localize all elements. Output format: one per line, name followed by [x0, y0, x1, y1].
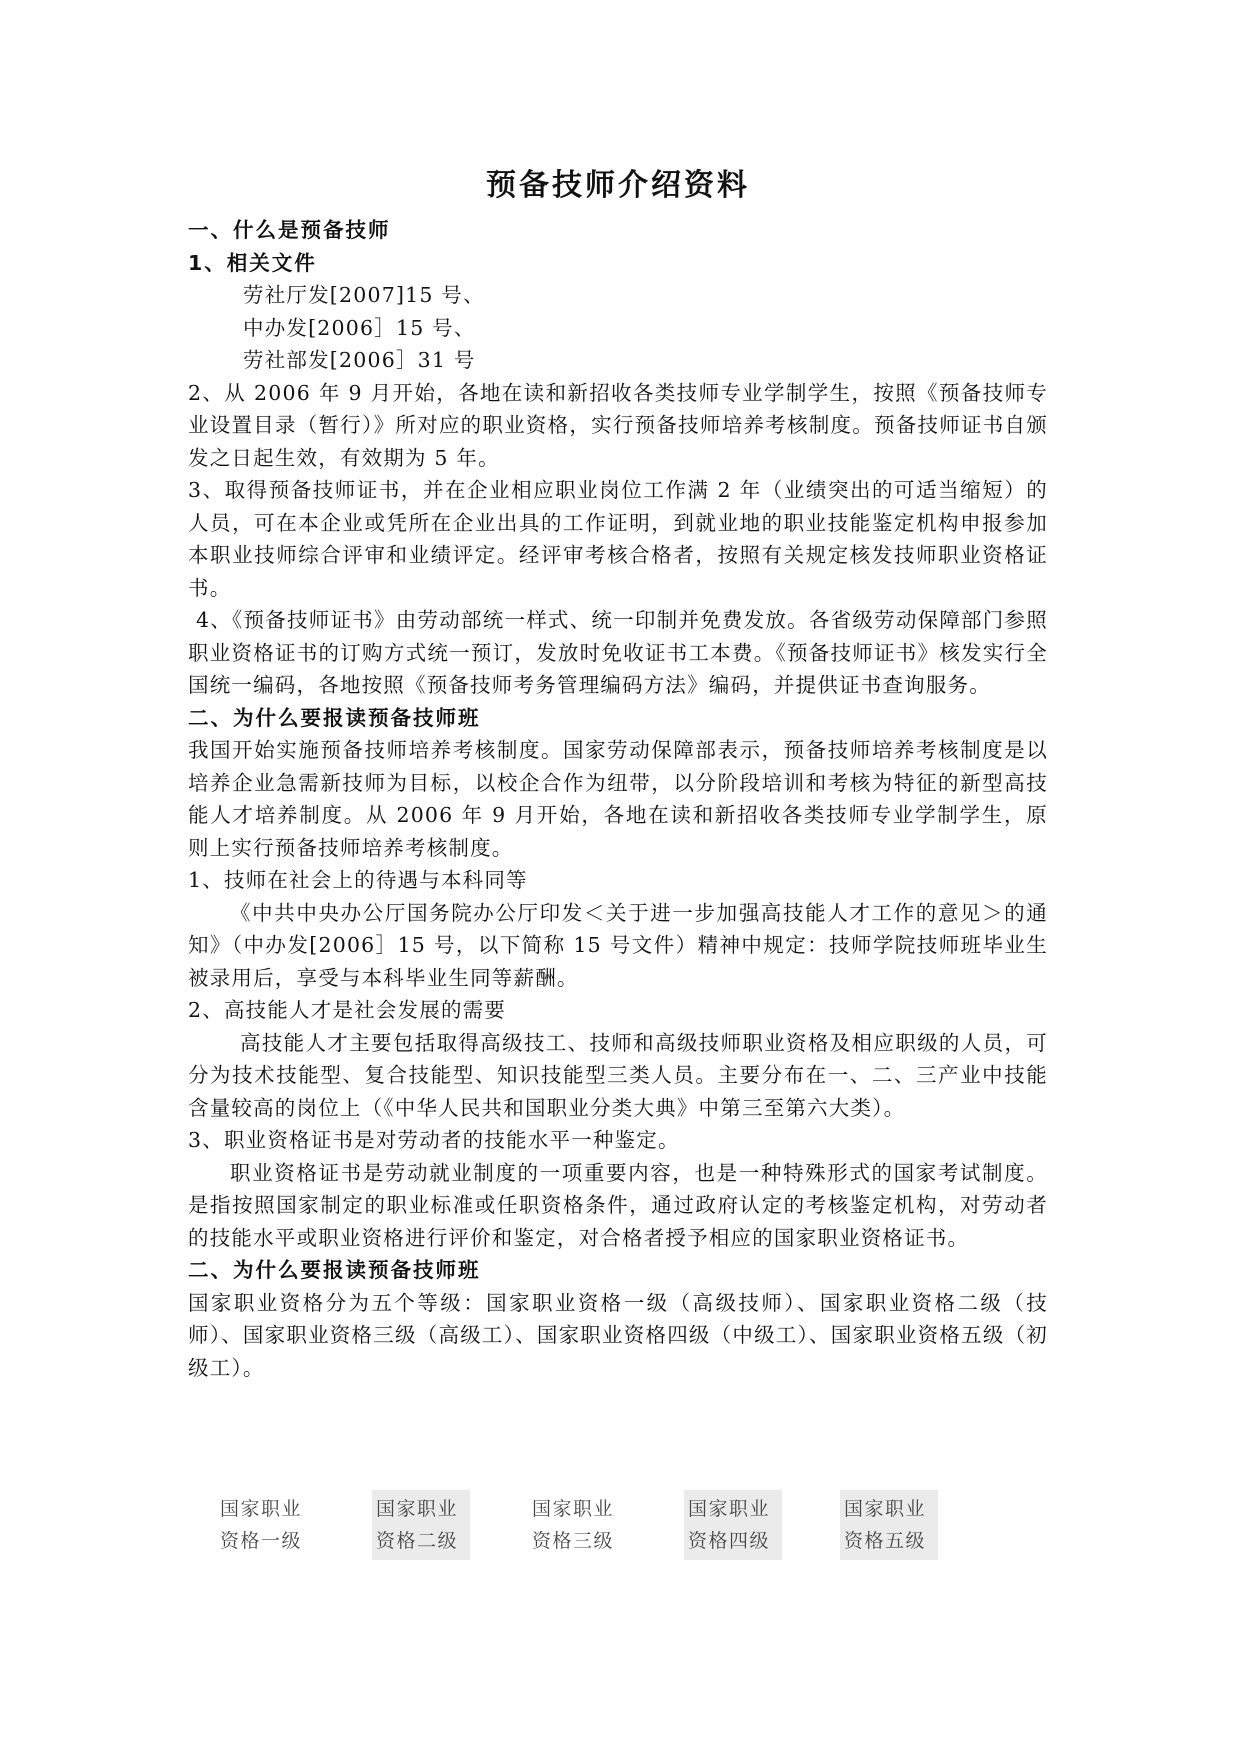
document-ref: 劳社部发[2006］31 号 — [243, 348, 476, 372]
level-box: 国家职业 资格三级 — [532, 1498, 615, 1552]
level-box: 国家职业 资格一级 — [220, 1498, 303, 1552]
paragraph: 高技能人才主要包括取得高级技工、技师和高级技师职业资格及相应职级的人员，可分为技术技能型、复合技能型、知识技能型三类人员。主要分布在一、二、三产业中技能含量较高的岗位上（《中华人民共和国职业分类大典》中第三至第六大类）。 — [188, 1030, 1048, 1120]
paragraph: 国家职业资格分为五个等级：国家职业资格一级（高级技师）、国家职业资格二级（技师）、国家职业资格三级（高级工）、国家职业资格四级（中级工）、国家职业资格五级（初级工）。 — [188, 1290, 1048, 1380]
level-box: 国家职业 资格四级 — [684, 1490, 782, 1560]
section-heading: 二、为什么要报读预备技师班 — [188, 1258, 481, 1282]
paragraph: 我国开始实施预备技师培养考核制度。国家劳动保障部表示，预备技师培养考核制度是以培养企业急需新技师为目标，以校企合作为纽带，以分阶段培训和考核为特征的新型高技能人才培养制度。从 2006 年 9 月开始，各地在读和新招收各类技师专业学制学生，原则上实行预备技师培养考核制度。 — [188, 738, 1048, 860]
subsection-heading: 2、高技能人才是社会发展的需要 — [188, 998, 507, 1022]
document-ref: 中办发[2006］15 号、 — [243, 315, 476, 340]
qualification-levels — [188, 1490, 1048, 1560]
subsection-heading: 1、相关文件 — [188, 250, 317, 275]
section-heading: 二、为什么要报读预备技师班 — [188, 705, 481, 730]
level-box: 国家职业 资格二级 — [372, 1490, 470, 1560]
document-body — [188, 214, 1048, 1384]
level-box: 国家职业 资格五级 — [840, 1490, 938, 1560]
page-title: 预备技师介绍资料 — [486, 168, 750, 203]
paragraph: 4、《预备技师证书》由劳动部统一样式、统一印制并免费发放。各省级劳动保障部门参照职业资格证书的订购方式统一预订，发放时免收证书工本费。《预备技师证书》核发实行全国统一编码，各地按照《预备技师考务管理编码方法》编码，并提供证书查询服务。 — [188, 608, 1048, 697]
section-heading: 一、什么是预备技师 — [188, 218, 391, 242]
paragraph: 2、从 2006 年 9 月开始，各地在读和新招收各类技师专业学制学生，按照《预备技师专业设置目录（暂行）》所对应的职业资格，实行预备技师培养考核制度。预备技师证书自颁发之日起生效，有效期为 5 年。 — [188, 380, 1048, 470]
subsection-heading: 3、职业资格证书是对劳动者的技能水平一种鉴定。 — [188, 1128, 680, 1152]
paragraph: 职业资格证书是劳动就业制度的一项重要内容，也是一种特殊形式的国家考试制度。是指按照国家制定的职业标准或任职资格条件，通过政府认定的考核鉴定机构，对劳动者的技能水平或职业资格进行评价和鉴定，对合格者授予相应的国家职业资格证书。 — [188, 1160, 1048, 1250]
document-ref: 劳社厅发[2007]15 号、 — [243, 283, 485, 307]
paragraph: 3、取得预备技师证书，并在企业相应职业岗位工作满 2 年（业绩突出的可适当缩短）的人员，可在本企业或凭所在企业出具的工作证明，到就业地的职业技能鉴定机构申报参加本职业技师综合评审和业绩评定。经评审考核合格者，按照有关规定核发技师职业资格证书。 — [188, 478, 1048, 600]
paragraph: 《中共中央办公厅国务院办公厅印发＜关于进一步加强高技能人才工作的意见＞的通知》（中办发[2006］15 号，以下简称 15 号文件）精神中规定：技师学院技师班毕业生被录用后，享受与本科毕业生同等薪酬。 — [188, 900, 1048, 990]
subsection-heading: 1、技师在社会上的待遇与本科同等 — [188, 868, 528, 892]
